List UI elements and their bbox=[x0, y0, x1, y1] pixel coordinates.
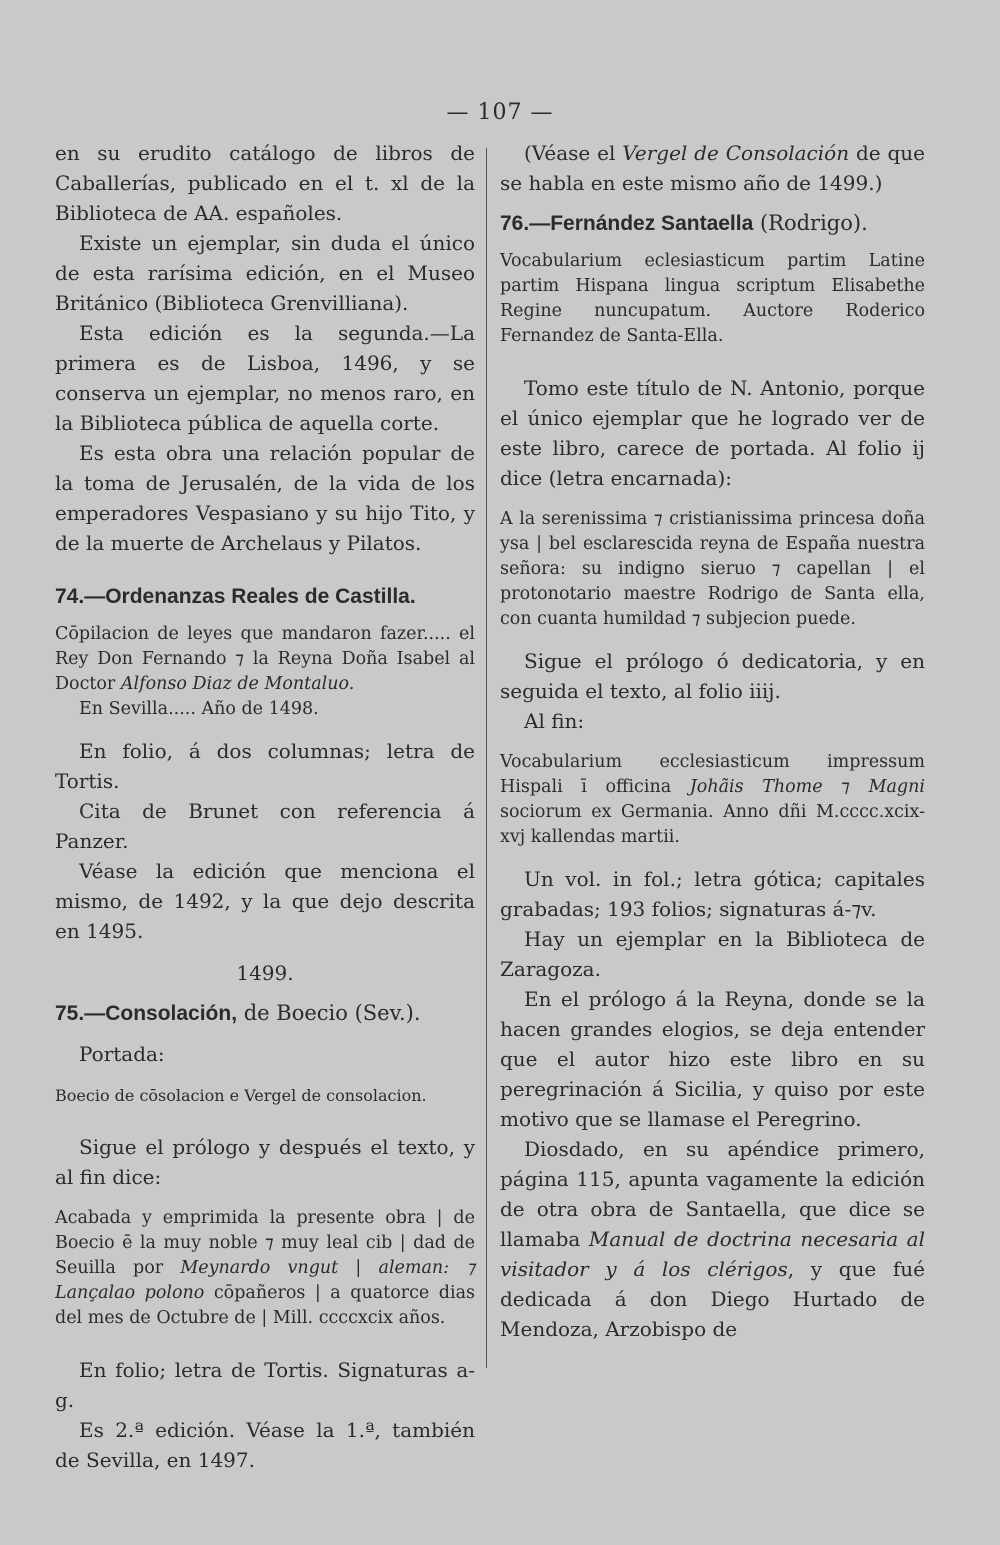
entry-title: Fernández Santaella bbox=[550, 212, 754, 235]
text: , y que fué dedicada á don Diego Hurtado de Mendoza, Arzobispo de bbox=[500, 1257, 925, 1341]
quote-text: Cōpilacion de leyes que mandaron fazer..... el Rey Don Fernando ⁊ la Reyna Doña Isabel al Doctor bbox=[55, 624, 475, 694]
paragraph: En folio; letra de Tortis. Signaturas a-g. bbox=[55, 1358, 475, 1412]
paragraph: En folio, á dos columnas; letra de Tortis. bbox=[55, 739, 475, 793]
left-column bbox=[55, 138, 475, 1475]
paragraph: Véase la edición que menciona el mismo, de 1492, y la que dejo descrita en 1495. bbox=[55, 859, 475, 943]
paragraph: Sigue el prólogo ó dedicatoria, y en seguida el texto, al folio iiij. bbox=[500, 649, 925, 703]
colophon-text: ⁊ bbox=[822, 777, 869, 797]
colophon bbox=[55, 1206, 475, 1331]
paragraph: Existe un ejemplar, sin duda el único de esta rarísima edición, en el Museo Británico (Biblioteca Grenvilliana). bbox=[55, 231, 475, 315]
entry-title-rest: (Rodrigo). bbox=[753, 211, 868, 235]
quote-italic: Alfonso Diaz de Montaluo. bbox=[120, 674, 355, 694]
italic-title: Vergel de Consolación bbox=[622, 141, 850, 165]
colophon-italic: Johãis Thome bbox=[689, 777, 823, 797]
text: (Véase el bbox=[524, 141, 623, 165]
paragraph: Cita de Brunet con referencia á Panzer. bbox=[55, 799, 475, 853]
colophon-text: Acabada y emprimida la presente obra | de Boecio ē la muy noble ⁊ muy leal cib | dad de Seuilla por bbox=[55, 1208, 475, 1278]
year-heading: 1499. bbox=[236, 961, 294, 985]
dedication: A la serenissima ⁊ cristianissima princesa doña ysa | bel esclarescida reyna de España nuestra señora: su indigno sieruo ⁊ capellan | el protonotario maestre Rodrigo de Santa ella, con cuanta humildad ⁊ subjecion puede. bbox=[500, 509, 925, 629]
page-number: — 107 — bbox=[446, 100, 554, 125]
entry-74-quote bbox=[55, 622, 475, 697]
entry-title-rest: de Boecio (Sev.). bbox=[237, 1001, 421, 1025]
colophon-italic: Meynardo vngut bbox=[180, 1258, 339, 1278]
paragraph bbox=[500, 1134, 925, 1344]
column-divider bbox=[486, 148, 487, 1368]
paragraph: Hay un ejemplar en la Biblioteca de Zaragoza. bbox=[500, 927, 925, 981]
entry-number: 74.— bbox=[55, 585, 106, 608]
paragraph: Es esta obra una relación popular de la toma de Jerusalén, de la vida de los emperadores Vespasiano y su hijo Tito, y de la muerte de Archelaus y Pilatos. bbox=[55, 441, 475, 555]
text: Diosdado, en su apéndice primero, página 115, apunta vagamente la edición de otra obra de Santaella, que dice se llamaba bbox=[500, 1137, 925, 1251]
paragraph: Sigue el prólogo y después el texto, y al fin dice: bbox=[55, 1135, 475, 1189]
text: de que se habla en este mismo año de 1499.) bbox=[500, 141, 925, 195]
paragraph: Al fin: bbox=[524, 709, 585, 733]
paragraph: Esta edición es la segunda.—La primera es de Lisboa, 1496, y se conserva un ejemplar, no menos raro, en la Biblioteca pública de aquella corte. bbox=[55, 321, 475, 435]
entry-75-heading bbox=[55, 998, 475, 1029]
entry-74-quote-line2: En Sevilla..... Año de 1498. bbox=[79, 699, 319, 719]
entry-74-heading bbox=[55, 582, 475, 612]
colophon-text: Vocabularium ecclesiasticum impressum Hispali ī officina bbox=[500, 752, 925, 797]
italic-title: Manual de doctrina necesaria al visitador y á los clérigos bbox=[500, 1227, 925, 1281]
paragraph: Tomo este título de N. Antonio, porque el único ejemplar que he logrado ver de este libro, carece de portada. Al folio ij dice (letra encarnada): bbox=[500, 376, 925, 490]
paragraph: Es 2.ª edición. Véase la 1.ª, también de Sevilla, en 1497. bbox=[55, 1418, 475, 1472]
entry-title: Consolación, bbox=[105, 1002, 238, 1025]
colophon-text: sociorum ex Germania. Anno dñi M.cccc.xcix-xvj kallendas martii. bbox=[500, 802, 925, 847]
right-column bbox=[500, 138, 925, 1344]
colophon bbox=[500, 750, 925, 850]
paragraph: Un vol. in fol.; letra gótica; capitales grabadas; 193 folios; signaturas á-⁊v. bbox=[500, 867, 925, 921]
entry-76-heading bbox=[500, 208, 925, 239]
colophon-text: cōpañeros | a quatorce dias del mes de Octubre de | Mill. ccccxcix años. bbox=[55, 1283, 475, 1328]
paragraph: en su erudito catálogo de libros de Caballerías, publicado en el t. xl de la Biblioteca de AA. españoles. bbox=[55, 141, 475, 225]
entry-number: 76.— bbox=[500, 212, 551, 235]
paragraph bbox=[500, 138, 925, 198]
colophon-italic: aleman: ⁊ Lançalao polono bbox=[55, 1258, 475, 1303]
portada-text: Boecio de cōsolacion e Vergel de consolacion. bbox=[55, 1086, 427, 1105]
latin-title: Vocabularium eclesiasticum partim Latine partim Hispana lingua scriptum Elisabethe Regine nuncupatum. Auctore Roderico Fernandez de Santa-Ella. bbox=[500, 251, 925, 346]
colophon-text: | bbox=[338, 1258, 379, 1278]
entry-title: Ordenanzas Reales de Castilla. bbox=[105, 585, 416, 608]
paragraph: En el prólogo á la Reyna, donde se la hacen grandes elogios, se deja entender que el autor hizo este libro en su peregrinación á Sicilia, y quiso por este motivo que se llamase el Peregrino. bbox=[500, 987, 925, 1131]
colophon-italic: Magni bbox=[868, 777, 925, 797]
portada-label: Portada: bbox=[79, 1042, 165, 1066]
entry-number: 75.— bbox=[55, 1002, 106, 1025]
